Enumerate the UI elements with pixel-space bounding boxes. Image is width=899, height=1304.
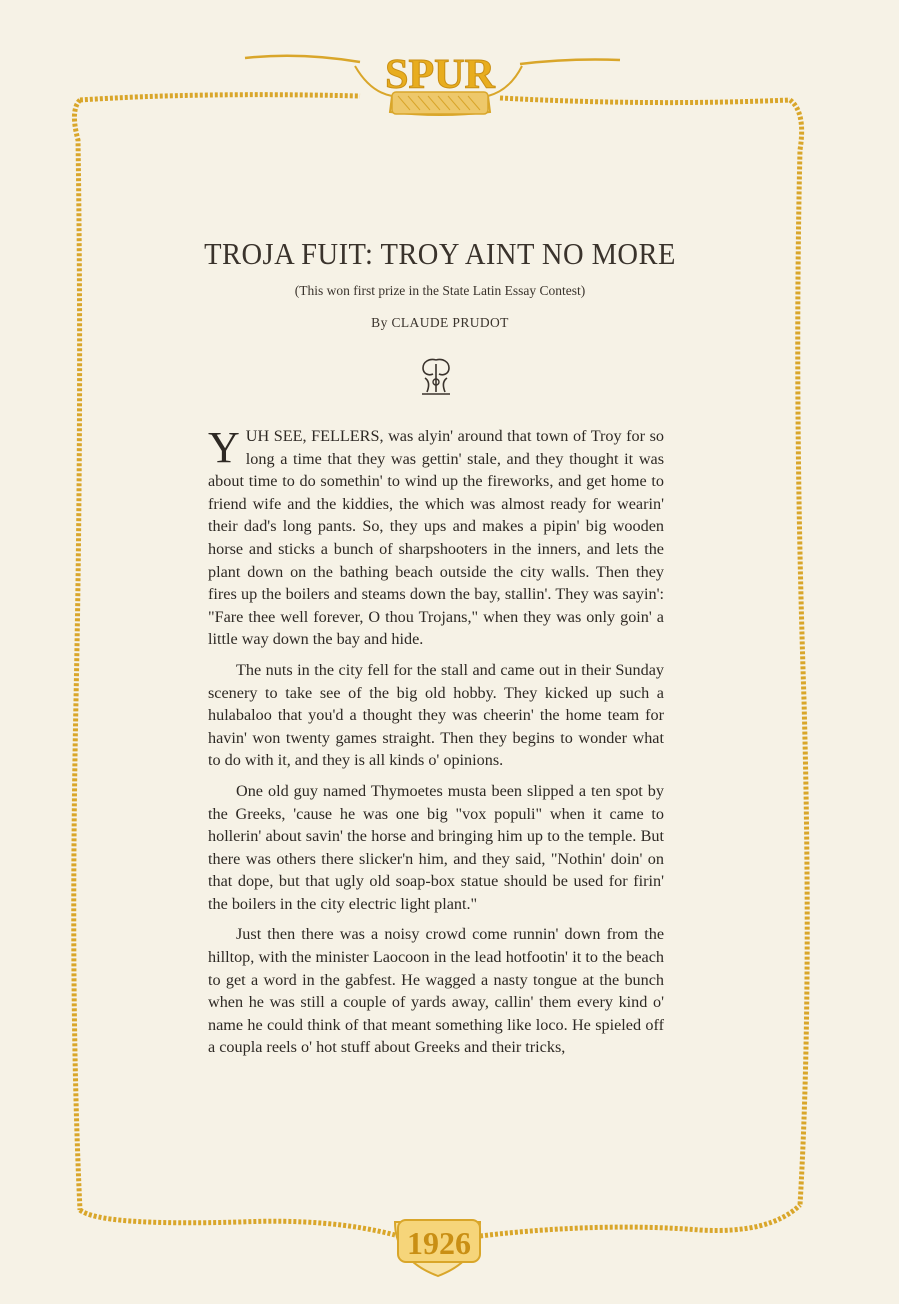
year-plate <box>398 1220 480 1262</box>
paragraph-text: UH SEE, FELLERS, was alyin' around that town of Troy for so long a time that they was gettin' stale, and they thought it was about time to do somethin' to wind up the fireworks, and get home to friend wife and the kiddies, the which was almost ready for wearin' their dad's long pants. So, they ups and makes a pipin' big wooden horse and sticks a bunch of sharpshooters in the inners, and lets the plant down on the bathing beach outside the city walls. Then they fires up the boilers and steams down the bay, stallin'. They was sayin': "Fare thee well forever, O thou Trojans," when they was only goin' a little way down the bay and hide. <box>208 427 664 649</box>
article-body <box>208 425 664 1067</box>
paragraph: One old guy named Thymoetes musta been slipped a ten spot by the Greeks, 'cause he was one big "vox populi" when it came to hollerin' about savin' the horse and bringing him up to the temple. But there was others there slicker'n him, and they said, "Nothin' doin' on that dope, but that ugly old soap-box statue should be used for firin' the boilers in the city electric light plant." <box>208 781 664 913</box>
article-subtitle: (This won first prize in the State Latin Essay Contest) <box>294 283 586 298</box>
paragraph: Just then there was a noisy crowd come runnin' down from the hilltop, with the minister Laocoon in the lead hotfootin' it to the beach to get a word in the gabfest. He wagged a nasty tongue at the bunch when he was still a couple of yards away, callin' them every kind o' name he could think of that meant something like loco. He spieled off a coupla reels o' hot stuff about Greeks and their tricks, <box>208 925 664 1057</box>
year-text: 1926 <box>407 1225 471 1261</box>
spur-logo-text: SPUR <box>385 52 495 98</box>
spur-logo <box>350 48 530 98</box>
ornamental-flourish-icon <box>417 356 455 398</box>
paragraph: The nuts in the city fell for the stall and came out in their Sunday scenery to take see of the big old hobby. They kicked up such a hulabaloo that you'd a thought they was cheerin' the home team for havin' won twenty games straight. Then they begins to wonder what to do with it, and they is all kinds o' opinions. <box>208 660 664 770</box>
paragraph <box>208 425 664 651</box>
article-title: TROJA FUIT: TROY AINT NO MORE <box>204 236 676 271</box>
article-byline: By CLAUDE PRUDOT <box>371 315 509 330</box>
drop-cap: Y <box>208 423 240 472</box>
